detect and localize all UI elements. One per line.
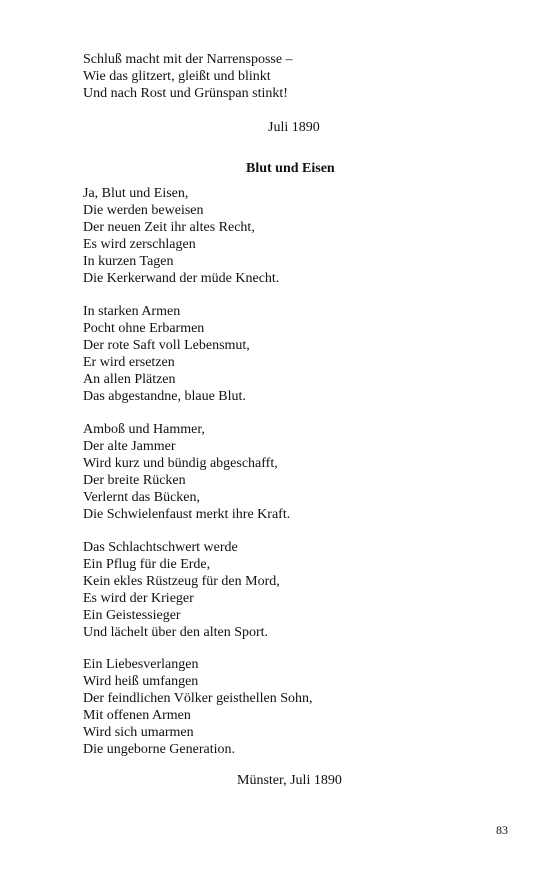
poem-line: Der breite Rücken — [83, 473, 186, 488]
poem-line: Schluß macht mit der Narrensposse – — [83, 52, 293, 67]
poem-line: Der rote Saft voll Lebensmut, — [83, 338, 250, 353]
stanza-2 — [83, 303, 250, 405]
poem-line: Ein Liebesverlangen — [83, 657, 199, 672]
poem-line: Ja, Blut und Eisen, — [83, 186, 189, 201]
poem-line: Wird heiß umfangen — [83, 674, 199, 689]
poem-line: Er wird ersetzen — [83, 355, 175, 370]
poem-line: Und lächelt über den alten Sport. — [83, 625, 269, 640]
stanza-3 — [83, 421, 290, 523]
poem-place-date: Münster, Juli 1890 — [237, 773, 342, 788]
poem-line: Die Schwielenfaust merkt ihre Kraft. — [83, 507, 291, 522]
poem-line: Die Kerkerwand der müde Knecht. — [83, 271, 280, 286]
poem-line: Die ungeborne Generation. — [83, 742, 235, 757]
poem-line: Pocht ohne Erbarmen — [83, 321, 205, 336]
poem-line: Das Schlachtschwert werde — [83, 540, 238, 555]
poem-line: Der neuen Zeit ihr altes Recht, — [83, 220, 255, 235]
poem-line: In kurzen Tagen — [83, 254, 174, 269]
poem-line: Wird sich umarmen — [83, 725, 194, 740]
poem-line: An allen Plätzen — [83, 372, 176, 387]
poem-line: Der feindlichen Völker geisthellen Sohn, — [83, 691, 313, 706]
page-number: 83 — [496, 823, 508, 837]
poem-line: Das abgestandne, blaue Blut. — [83, 389, 246, 404]
poem-line: Mit offenen Armen — [83, 708, 191, 723]
poem-line: Amboß und Hammer, — [83, 422, 205, 437]
stanza-1 — [83, 185, 279, 287]
poem-line: Wird kurz und bündig abgeschafft, — [83, 456, 278, 471]
poem-line: Ein Geistessieger — [83, 608, 181, 623]
previous-poem-date: Juli 1890 — [268, 120, 320, 135]
previous-poem-ending — [83, 51, 293, 102]
stanza-4 — [83, 539, 280, 641]
poem-line: Der alte Jammer — [83, 439, 176, 454]
poem-line: In starken Armen — [83, 304, 181, 319]
stanza-5 — [83, 656, 313, 758]
poem-line: Verlernt das Bücken, — [83, 490, 201, 505]
poem-line: Kein ekles Rüstzeug für den Mord, — [83, 574, 280, 589]
poem-line: Es wird der Krieger — [83, 591, 194, 606]
poem-line: Ein Pflug für die Erde, — [83, 557, 211, 572]
poem-line: Wie das glitzert, gleißt und blinkt — [83, 69, 271, 84]
poem-title: Blut und Eisen — [246, 161, 335, 176]
poem-line: Und nach Rost und Grünspan stinkt! — [83, 86, 288, 101]
poem-line: Es wird zerschlagen — [83, 237, 196, 252]
poem-line: Die werden beweisen — [83, 203, 204, 218]
